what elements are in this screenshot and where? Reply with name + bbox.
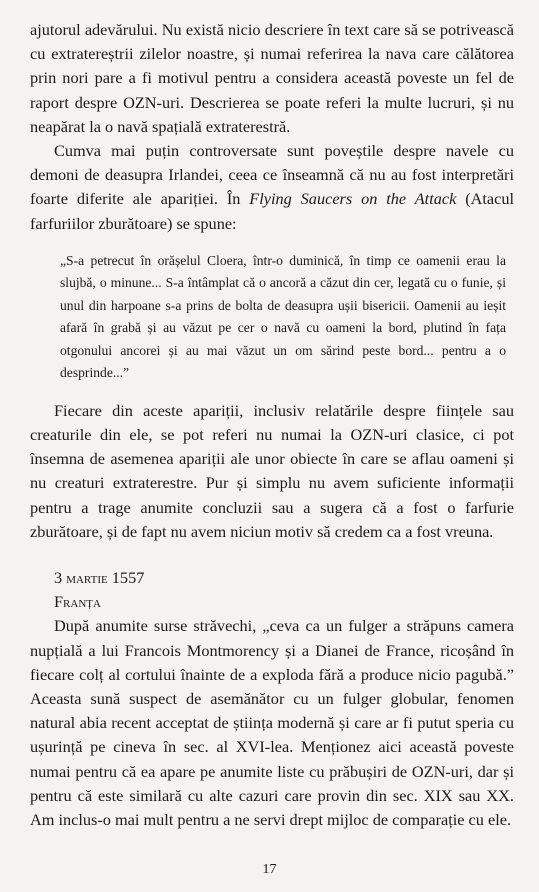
- paragraph-2-start: Cumva mai puțin controversate sunt poveștile despre navele cu demoni de deasupra Irlandei, ceea ce înseamnă că nu au fost interpretări foarte diferite ale apariției. În: [30, 141, 514, 209]
- book-page: [30, 18, 514, 832]
- paragraph-4: După anumite surse străvechi, „ceva ca un fulger a străpuns camera nupțială a lui Francois Montmorency și a Dianei de France, ricoșând în fiecare colț al cortului înainte de a exploda fără a produce nicio pagubă.” Aceasta sună suspect de asemănător cu un fulger globular, fenomen natural abia recent acceptat de știința modernă și care ar fi putut speria cu ușurință pe cineva în sec. al XVI-lea. Menționez aici această poveste numai pentru că ea apare pe anumite liste cu prăbușiri de OZN-uri, dar și pentru că este similară cu alte cazuri care provin din sec. XIX sau XX. Am inclus-o mai mult pentru a ne servi drept mijloc de comparație cu ele.: [30, 616, 514, 830]
- paragraph-2-end: (Atacul farfuriilor zburătoare) se spune:: [30, 189, 515, 233]
- book-title: Flying Saucers on the Attack: [249, 189, 457, 209]
- place-heading: Franța: [54, 592, 101, 612]
- paragraph-2: [30, 139, 514, 236]
- date-heading: [54, 566, 514, 590]
- page-number: 17: [262, 862, 277, 877]
- block-quote: „S-a petrecut în orășelul Cloera, într-o duminică, în timp ce oamenii erau la slujbă, o minune... S-a întâmplat că o ancoră a căzut din cer, legată cu o funie, și unul din harpoane s-a prins de bolta de deasupra ușii bisericii. Oamenii au ieșit afară în grabă și au văzut pe cer o navă cu oameni la bord, plutind în fața otgonului ancorei și au mai văzut un om sărind peste bord... pentru a o desprinde...”: [60, 252, 506, 381]
- date-heading-text: 3 martie 1557: [54, 568, 145, 588]
- paragraph-1: ajutorul adevărului. Nu există nicio descriere în text care să se potrivească cu extratereștrii zilelor noastre, și numai referirea la nava care călătorea prin nori pare a fi motivul pentru a considera această poveste un fel de raport despre OZN-uri. Descrierea se poate referi la multe lucruri, și nu neapărat la o navă spațială extraterestră.: [30, 20, 514, 136]
- paragraph-3: Fiecare din aceste apariții, inclusiv relatările despre ființele sau creaturile din ele, se pot referi nu numai la OZN-uri clasice, ci pot însemna de asemenea apariții ale unor obiecte în care se aflau oameni și nu creaturi extraterestre. Pur și simplu nu avem suficiente informații pentru a trage anumite concluzii sau a sugera că a fost o farfurie zburătoare, și de fapt nu avem niciun motiv să credem ca a fost vreuna.: [30, 400, 514, 541]
